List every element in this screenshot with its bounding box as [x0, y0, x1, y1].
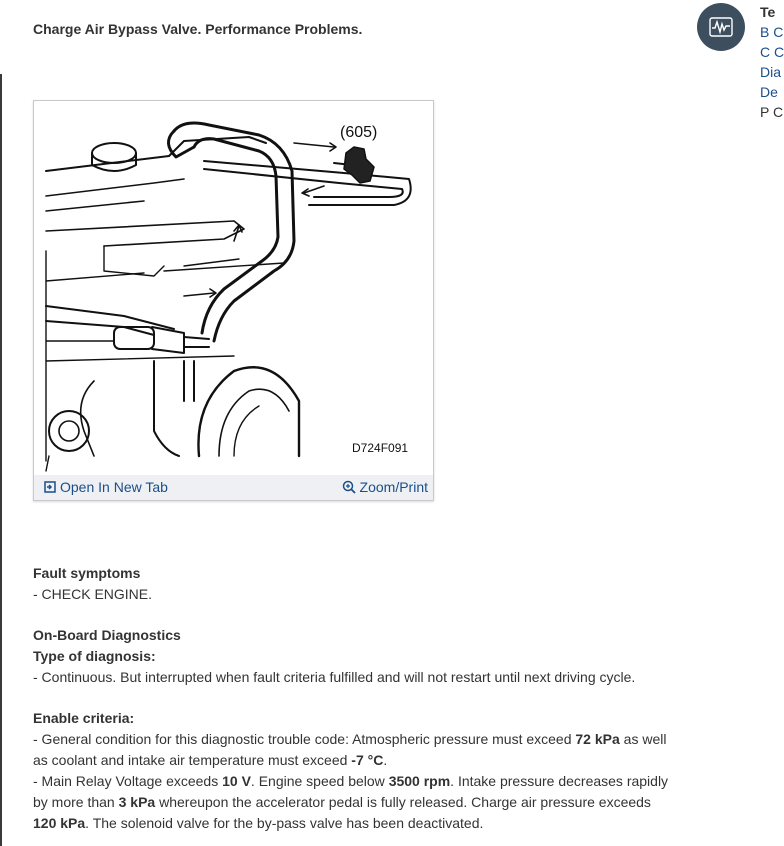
left-divider-gap	[0, 0, 4, 74]
left-divider	[0, 0, 2, 846]
diagnosis-type-heading: Type of diagnosis:	[33, 648, 156, 664]
open-in-new-tab-button[interactable]	[44, 479, 168, 495]
zoom-in-icon	[342, 480, 356, 494]
page-title: Charge Air Bypass Valve. Performance Problems.	[33, 21, 363, 37]
figure-toolbar	[34, 475, 433, 500]
fault-symptoms-heading: Fault symptoms	[33, 565, 141, 581]
open-in-new-tab-label: Open In New Tab	[60, 479, 168, 495]
enable-criteria-heading: Enable criteria:	[33, 710, 135, 726]
enable-criteria-item-2: - Main Relay Voltage exceeds 10 V. Engine speed below 3500 rpm. Intake pressure decreases rapidly by more than 3 kPa whereupon the accelerator pedal is fully released. Charge air pressure exceeds 120 kPa. The solenoid valve for the by-pass valve has been deactivated.	[33, 773, 669, 831]
enable-criteria-item-1: - General condition for this diagnostic trouble code: Atmospheric pressure must exceed 72 kPa as well as coolant and intake air temperature must exceed -7 °C.	[33, 731, 667, 768]
diagnosis-type-text: - Continuous. But interrupted when fault criteria fulfilled and will not restart until next driving cycle.	[33, 669, 636, 685]
sidebar-link-2[interactable]: C C	[760, 44, 784, 60]
diagnostic-content	[33, 563, 673, 834]
waveform-icon	[709, 17, 733, 37]
open-new-tab-icon	[44, 481, 56, 493]
fault-symptom-item: - CHECK ENGINE.	[33, 586, 153, 602]
sidebar-link-3[interactable]: Dia	[760, 64, 782, 80]
sidebar-link-4[interactable]: De	[760, 84, 778, 100]
callout-label: (605)	[340, 124, 378, 141]
sidebar-title: Te	[760, 4, 776, 20]
engine-diagram[interactable]	[34, 101, 433, 475]
zoom-print-button[interactable]	[342, 479, 428, 495]
obd-heading: On-Board Diagnostics	[33, 627, 181, 643]
sidebar-link-1[interactable]: B C	[760, 24, 784, 40]
figure-code: D724F091	[352, 441, 409, 455]
avatar[interactable]	[697, 3, 745, 51]
sidebar-item-5: P C	[760, 104, 784, 120]
figure-card	[33, 100, 434, 501]
zoom-print-label: Zoom/Print	[359, 479, 428, 495]
